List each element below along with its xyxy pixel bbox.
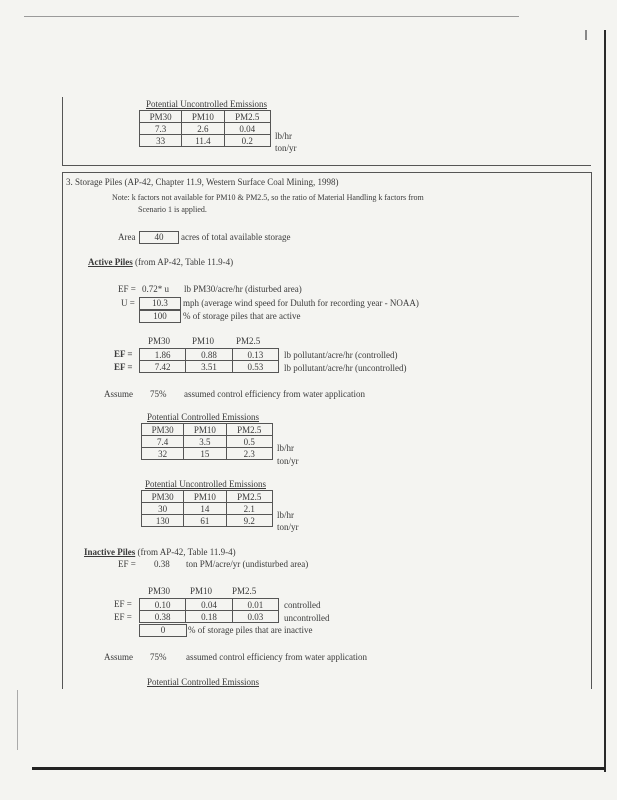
left-mark: [17, 690, 18, 750]
cell: 3.5: [184, 436, 226, 448]
cell: 2.3: [226, 448, 272, 460]
cell: 0.04: [186, 599, 232, 611]
cell: 130: [142, 515, 184, 527]
ef-row-desc: lb pollutant/acre/hr (uncontrolled): [284, 363, 407, 373]
cell: 0.03: [232, 611, 278, 623]
u-value: 10.3: [139, 297, 181, 310]
unit-label: ton/yr: [275, 143, 297, 153]
inactive-ef-table: [139, 598, 279, 623]
cell: 1.86: [140, 349, 186, 361]
cell: 0.53: [232, 361, 278, 373]
ef-row-label: EF =: [114, 362, 133, 372]
col-header: PM2.5: [232, 586, 257, 596]
inactive-pct-desc: % of storage piles that are inactive: [188, 625, 313, 635]
table-row: [142, 448, 273, 460]
area-unit: acres of total available storage: [181, 232, 291, 242]
col-header: PM10: [184, 491, 226, 503]
assume-label: Assume: [104, 389, 133, 399]
ef-row-label: EF =: [114, 349, 133, 359]
active-controlled-table: [141, 423, 273, 460]
cell: 0.38: [140, 611, 186, 623]
col-header: PM10: [190, 586, 213, 596]
inactive-piles-source: (from AP-42, Table 11.9-4): [137, 547, 236, 557]
right-mark: [585, 30, 587, 40]
inactive-piles-heading: [84, 547, 236, 558]
table-row: [140, 611, 279, 623]
cell: 0.18: [186, 611, 232, 623]
col-header: PM30: [142, 424, 184, 436]
unit-label: lb/hr: [277, 510, 294, 520]
table-row: [140, 135, 271, 147]
col-header: PM30: [140, 111, 182, 123]
cell: 2.6: [182, 123, 224, 135]
table-row: [142, 503, 273, 515]
inactive-piles-title: Inactive Piles: [84, 547, 136, 557]
cell: 0.01: [232, 599, 278, 611]
cell: 11.4: [182, 135, 224, 147]
cell: 61: [184, 515, 226, 527]
cell: 0.10: [140, 599, 186, 611]
active-uncontrolled-title: Potential Uncontrolled Emissions: [145, 479, 266, 489]
assume-pct: 75%: [150, 389, 167, 399]
col-header: PM10: [182, 111, 224, 123]
ef-row-desc: lb pollutant/acre/hr (controlled): [284, 350, 398, 360]
top-rule: [24, 16, 519, 17]
ef-row-desc: uncontrolled: [284, 613, 330, 623]
area-value: 40: [139, 231, 179, 244]
active-pct-desc: % of storage piles that are active: [183, 311, 301, 321]
unit-label: ton/yr: [277, 522, 299, 532]
cell: 33: [140, 135, 182, 147]
col-header: PM2.5: [226, 424, 272, 436]
active-uncontrolled-table: [141, 490, 273, 527]
cell: 32: [142, 448, 184, 460]
ef-desc: lb PM30/acre/hr (disturbed area): [184, 284, 302, 294]
cell: 9.2: [226, 515, 272, 527]
ef-label: EF =: [118, 559, 136, 569]
ef-row-desc: controlled: [284, 600, 321, 610]
ef-label: EF =: [118, 284, 136, 294]
active-controlled-title: Potential Controlled Emissions: [147, 412, 259, 422]
inactive-controlled-title: Potential Controlled Emissions: [147, 677, 259, 687]
cell: 0.5: [226, 436, 272, 448]
col-header: PM10: [192, 336, 215, 346]
col-header: PM2.5: [224, 111, 270, 123]
u-desc: mph (average wind speed for Duluth for recording year - NOAA): [183, 298, 419, 308]
active-pct-value: 100: [139, 310, 181, 323]
cell: 0.13: [232, 349, 278, 361]
col-header: PM30: [148, 586, 171, 596]
cell: 30: [142, 503, 184, 515]
u-label: U =: [121, 298, 135, 308]
active-piles-heading: [88, 257, 233, 268]
cell: 0.04: [224, 123, 270, 135]
cell: 14: [184, 503, 226, 515]
active-piles-source: (from AP-42, Table 11.9-4): [134, 257, 234, 267]
cell: 2.1: [226, 503, 272, 515]
cell: 0.88: [186, 349, 232, 361]
active-ef-table: [139, 348, 279, 373]
cell: 0.2: [224, 135, 270, 147]
table-row: [140, 599, 279, 611]
table-row: [142, 515, 273, 527]
bottom-rule: [32, 767, 605, 770]
cell: 7.4: [142, 436, 184, 448]
unit-label: ton/yr: [277, 456, 299, 466]
cell: 15: [184, 448, 226, 460]
top-uncontrolled-table: [139, 110, 271, 147]
ef-row-label: EF =: [114, 599, 132, 609]
assume-desc: assumed control efficiency from water application: [184, 389, 366, 399]
unit-label: lb/hr: [275, 131, 292, 141]
cell: 7.42: [140, 361, 186, 373]
col-header: PM30: [148, 336, 171, 346]
col-header: PM10: [184, 424, 226, 436]
assume-label: Assume: [104, 652, 133, 662]
ef-desc: ton PM/acre/yr (undisturbed area): [186, 559, 309, 569]
ef-row-label: EF =: [114, 612, 132, 622]
table-row: [140, 349, 279, 361]
table-row: [140, 361, 279, 373]
col-header: PM2.5: [226, 491, 272, 503]
assume-pct: 75%: [150, 652, 167, 662]
col-header: PM2.5: [236, 336, 261, 346]
section-heading: 3. Storage Piles (AP-42, Chapter 11.9, Western Surface Coal Mining, 1998): [66, 177, 339, 187]
cell: 7.3: [140, 123, 182, 135]
unit-label: lb/hr: [277, 443, 294, 453]
active-piles-title: Active Piles: [88, 257, 133, 267]
note-line-1: Note: k factors not available for PM10 & PM2.5, so the ratio of Material Handling k factors from: [112, 193, 424, 202]
note-line-2: Scenario 1 is applied.: [138, 205, 207, 214]
inactive-pct-value: 0: [139, 624, 187, 637]
ef-value: 0.38: [154, 559, 170, 569]
area-label: Area: [118, 232, 136, 242]
cell: 3.51: [186, 361, 232, 373]
assume-desc: assumed control efficiency from water application: [186, 652, 368, 662]
top-uncontrolled-title: Potential Uncontrolled Emissions: [146, 99, 267, 109]
table-row: [140, 123, 271, 135]
table-row: [142, 436, 273, 448]
ef-formula: 0.72* u: [142, 284, 169, 294]
right-border: [604, 30, 606, 772]
col-header: PM30: [142, 491, 184, 503]
